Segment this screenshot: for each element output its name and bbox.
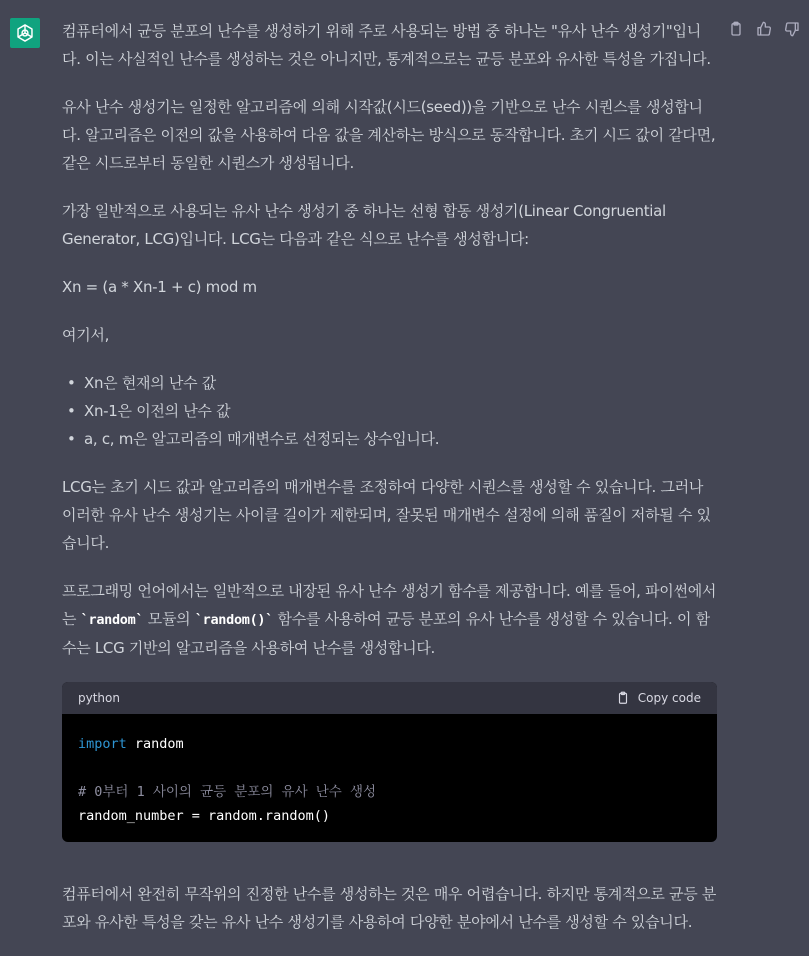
- paragraph-prng: 유사 난수 생성기는 일정한 알고리즘에 의해 시작값(시드(seed))을 기반으로 난수 시퀀스를 생성합니다. 알고리즘은 이전의 값을 사용하여 다음 값을 계산하는 방식으로 동작합니다. 초기 시드 값이 같다면, 같은 시드로부터 동일한 시퀀스가 생성됩니다.: [62, 98, 716, 172]
- copy-code-label: Copy code: [637, 691, 701, 705]
- thumbs-up-icon[interactable]: [755, 20, 773, 38]
- copy-code-button[interactable]: [616, 684, 701, 712]
- message-actions: [727, 20, 801, 38]
- thumbs-down-icon[interactable]: [783, 20, 801, 38]
- paragraph-python-text-b: 모듈의: [143, 610, 195, 628]
- clipboard-icon[interactable]: [727, 20, 745, 38]
- inline-code-random-function: `random()`: [194, 612, 274, 628]
- code-body: [62, 714, 717, 842]
- code-header: [62, 682, 717, 714]
- list-item: • Xn-1은 이전의 난수 값: [62, 397, 717, 425]
- clipboard-icon: [616, 691, 630, 705]
- paragraph-python-text-c: 함수를 사용하여 균등 분포의 유사 난수를 생성할 수 있습니다. 이 함수는 LCG 기반의 알고리즘을 사용하여 난수를 생성합니다.: [62, 610, 710, 657]
- openai-logo-icon: [14, 22, 36, 44]
- paragraph-where: 여기서,: [62, 326, 110, 344]
- variable-list: [62, 369, 717, 453]
- paragraph-intro: 컴퓨터에서 균등 분포의 난수를 생성하기 위해 주로 사용되는 방법 중 하나는 "유사 난수 생성기"입니다. 이는 사실적인 난수를 생성하는 것은 아니지만, 통계적으로는 균등 분포와 유사한 특성을 가집니다.: [62, 22, 711, 68]
- code-import-target: random: [126, 736, 184, 752]
- lcg-formula: Xn = (a * Xn-1 + c) mod m: [62, 278, 257, 296]
- code-assignment: random_number = random.random(): [78, 808, 330, 824]
- code-language: python: [78, 691, 120, 705]
- paragraph-conclusion: 컴퓨터에서 완전히 무작위의 진정한 난수를 생성하는 것은 매우 어렵습니다. 하지만 통계적으로 균등 분포와 유사한 특성을 갖는 유사 난수 생성기를 사용하여 다양한 분야에서 난수를 생성할 수 있습니다.: [62, 885, 717, 931]
- assistant-avatar: [10, 18, 40, 48]
- code-comment: # 0부터 1 사이의 균등 분포의 유사 난수 생성: [78, 784, 377, 800]
- code-keyword-import: import: [78, 736, 127, 752]
- paragraph-python-text-a: 프로그래밍 언어에서는 일반적으로 내장된 유사 난수 생성기 함수를 제공합니다. 예를 들어, 파이썬에서는: [62, 582, 717, 628]
- list-item: • a, c, m은 알고리즘의 매개변수로 선정되는 상수입니다.: [62, 425, 717, 453]
- paragraph-python: [62, 577, 717, 662]
- paragraph-lcg: 가장 일반적으로 사용되는 유사 난수 생성기 중 하나는 선형 합동 생성기(Linear Congruential Generator, LCG)입니다. LCG는 다음과 같은 식으로 난수를 생성합니다:: [62, 202, 666, 248]
- code-block: [62, 682, 717, 842]
- list-item: • Xn은 현재의 난수 값: [62, 369, 717, 397]
- assistant-message: [62, 17, 717, 956]
- inline-code-random-module: `random`: [80, 612, 144, 628]
- paragraph-lcg-limits: LCG는 초기 시드 값과 알고리즘의 매개변수를 조정하여 다양한 시퀀스를 생성할 수 있습니다. 그러나 이러한 유사 난수 생성기는 사이클 길이가 제한되며, 잘못된 매개변수 설정에 의해 품질이 저하될 수 있습니다.: [62, 478, 711, 552]
